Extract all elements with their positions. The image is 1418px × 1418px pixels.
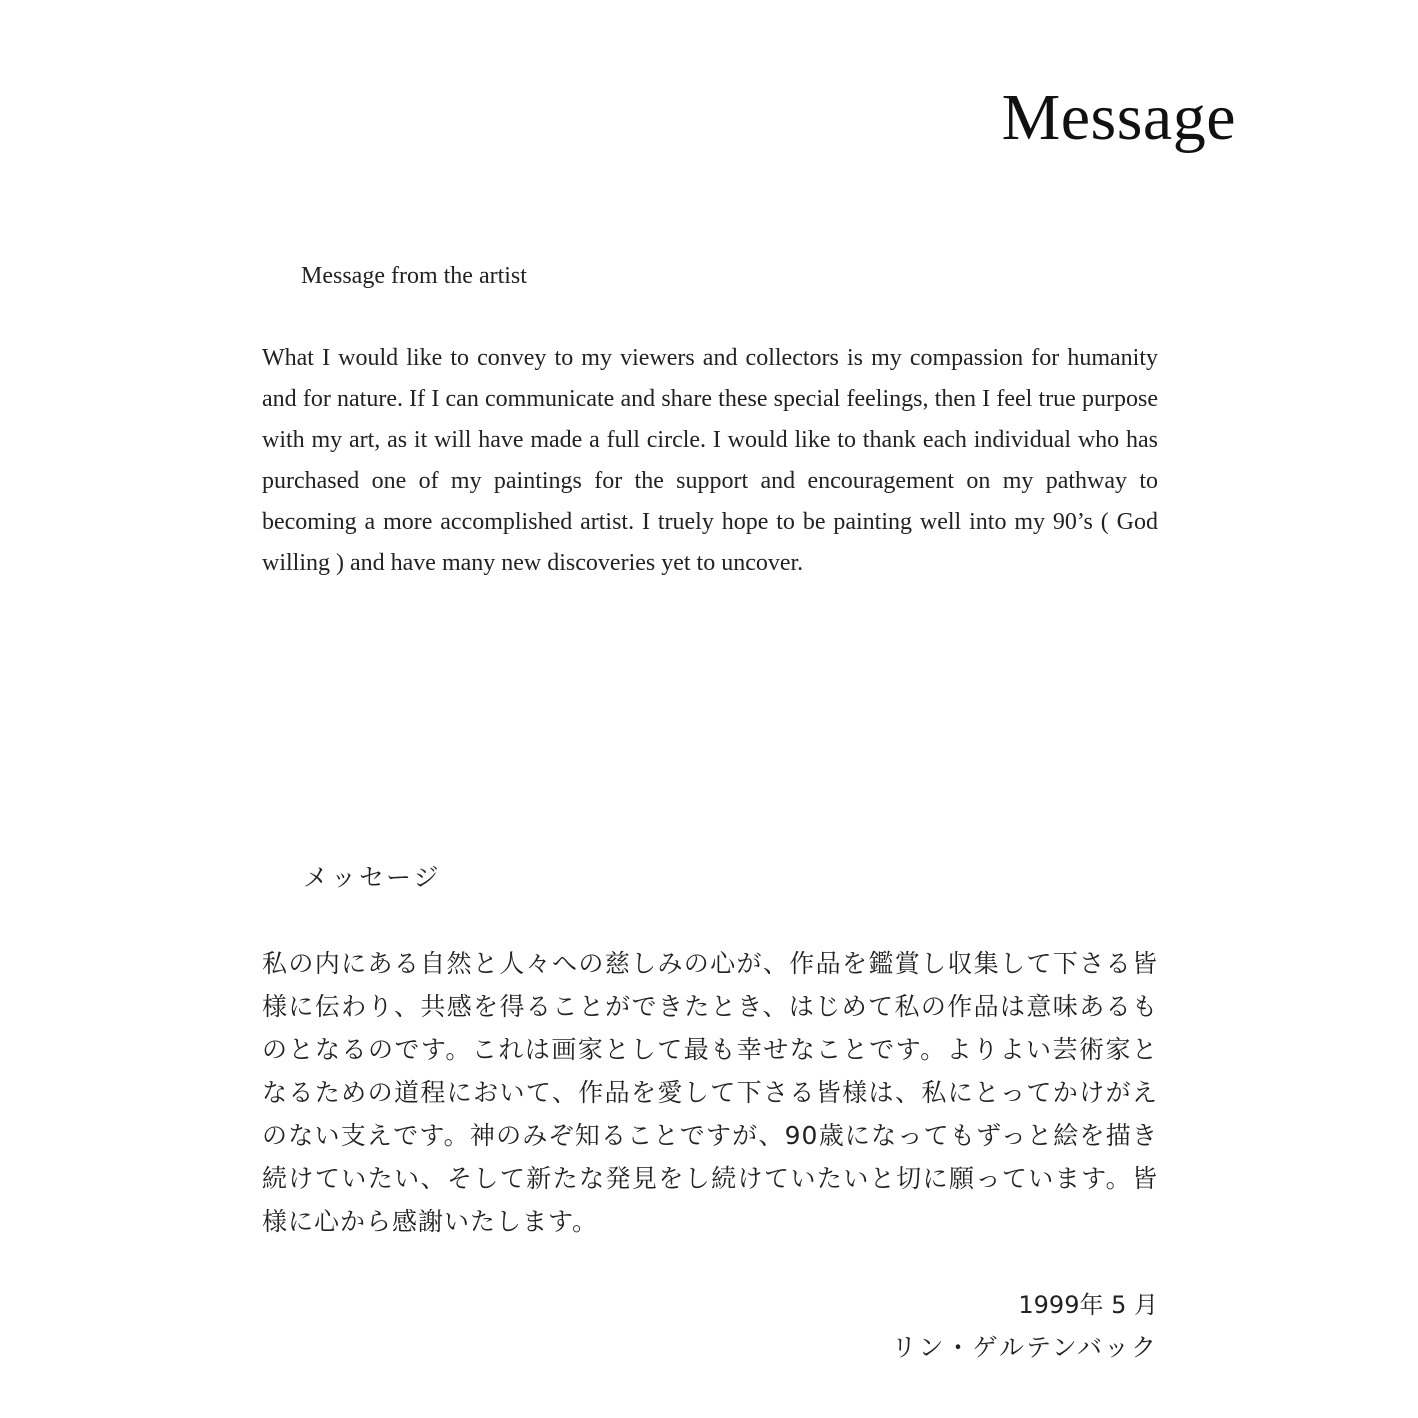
english-message-body: What I would like to convey to my viewers and collectors is my compassion for humanity and for nature. If I can communicate and share these special feelings, then I feel true purpose with my art, as it will have made a full circle. I would like to thank each individual who has purchased one of my paintings for the support and encouragement on my pathway to becoming a more accomplished artist. I truely hope to be painting well into my 90’s ( God willing ) and have many new discoveries yet to uncover. <box>262 345 1158 576</box>
artist-signature: リン・ゲルテンバック <box>891 1333 1158 1362</box>
page-title: Message <box>1001 81 1236 154</box>
japanese-message-body: 私の内にある自然と人々への慈しみの心が、作品を鑑賞し収集して下さる皆様に伝わり、共感を得ることができたとき、はじめて私の作品は意味あるものとなるのです。これは画家として最も幸せなことです。よりよい芸術家となるための道程において、作品を愛して下さる皆様は、私にとってかけがえのない支えです。神のみぞ知ることですが、90歳になってもずっと絵を描き続けていたい、そして新たな発見をし続けていたいと切に願っています。皆様に心から感謝いたします。 <box>262 949 1158 1236</box>
english-heading: Message from the artist <box>301 263 527 289</box>
message-date: 1999年 5 月 <box>1018 1291 1158 1319</box>
japanese-heading: メッセージ <box>303 863 442 892</box>
